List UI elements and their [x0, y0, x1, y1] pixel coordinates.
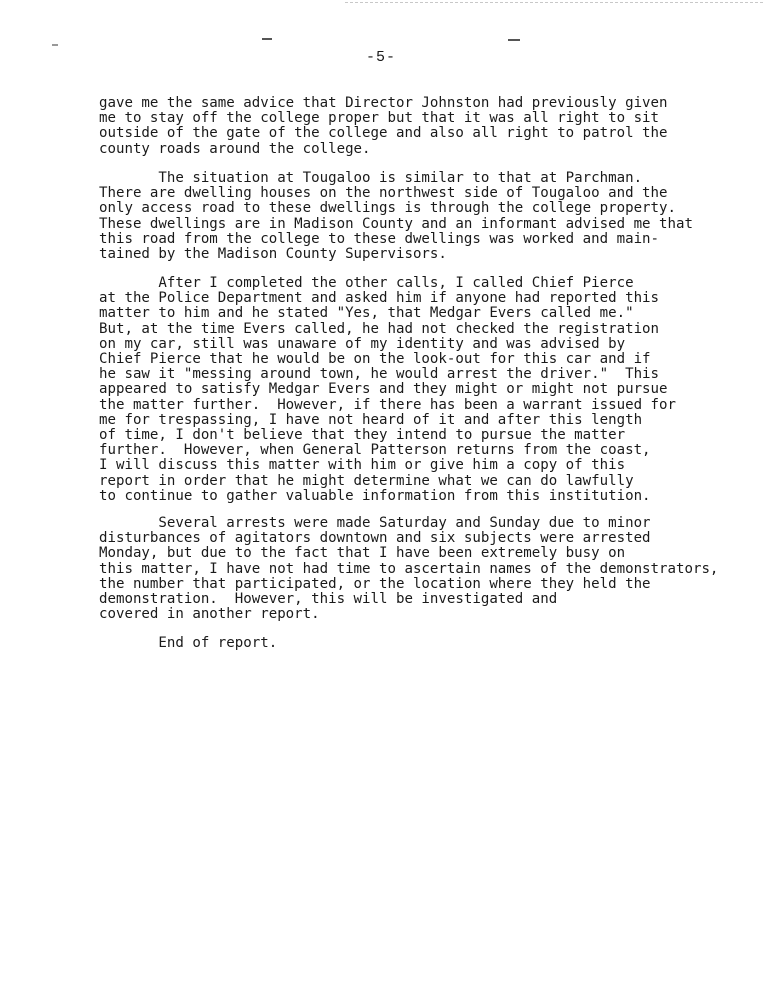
page-number: -5- [366, 49, 397, 66]
scan-speck [262, 38, 272, 40]
body-paragraph: The situation at Tougaloo is similar to that at Parchman. There are dwelling houses on the northwest side of Tougaloo and the only access road to these dwellings is through the college property. These dwellings are in Madison County and an informant advised me that this road from the college to these dwellings was worked and main- tained by the Madison County Supervisors. [99, 170, 693, 263]
closing-line: End of report. [99, 635, 278, 651]
body-paragraph: gave me the same advice that Director Johnston had previously given me to stay off the college proper but that it was all right to sit outside of the gate of the college and also all right to patrol the county roads around the college. [99, 95, 668, 157]
scan-speck [508, 39, 520, 41]
page-top-edge [345, 2, 763, 3]
body-paragraph: Several arrests were made Saturday and Sunday due to minor disturbances of agitators downtown and six subjects were arrested Monday, but due to the fact that I have been extremely busy on this matter, I have not had time to ascertain names of the demonstrators, the number that participated, or the location where they held the demonstration. However, this will be investigated and covered in another report. [99, 515, 719, 623]
scan-speck [52, 44, 58, 46]
body-paragraph: After I completed the other calls, I called Chief Pierce at the Police Department and asked him if anyone had reported this matter to him and he stated "Yes, that Medgar Evers called me." But, at the time Evers called, he had not checked the registration on my car, still was unaware of my identity and was advised by Chief Pierce that he would be on the look-out for this car and if he saw it "messing around town, he would arrest the driver." This appeared to satisfy Medgar Evers and they might or might not pursue the matter further. However, if there has been a warrant issued for me for trespassing, I have not heard of it and after this length of time, I don't believe that they intend to pursue the matter further. However, when General Patterson returns from the coast, I will discuss this matter with him or give him a copy of this report in order that he might determine what we can do lawfully to continue to gather valuable information from this institution. [99, 275, 676, 504]
